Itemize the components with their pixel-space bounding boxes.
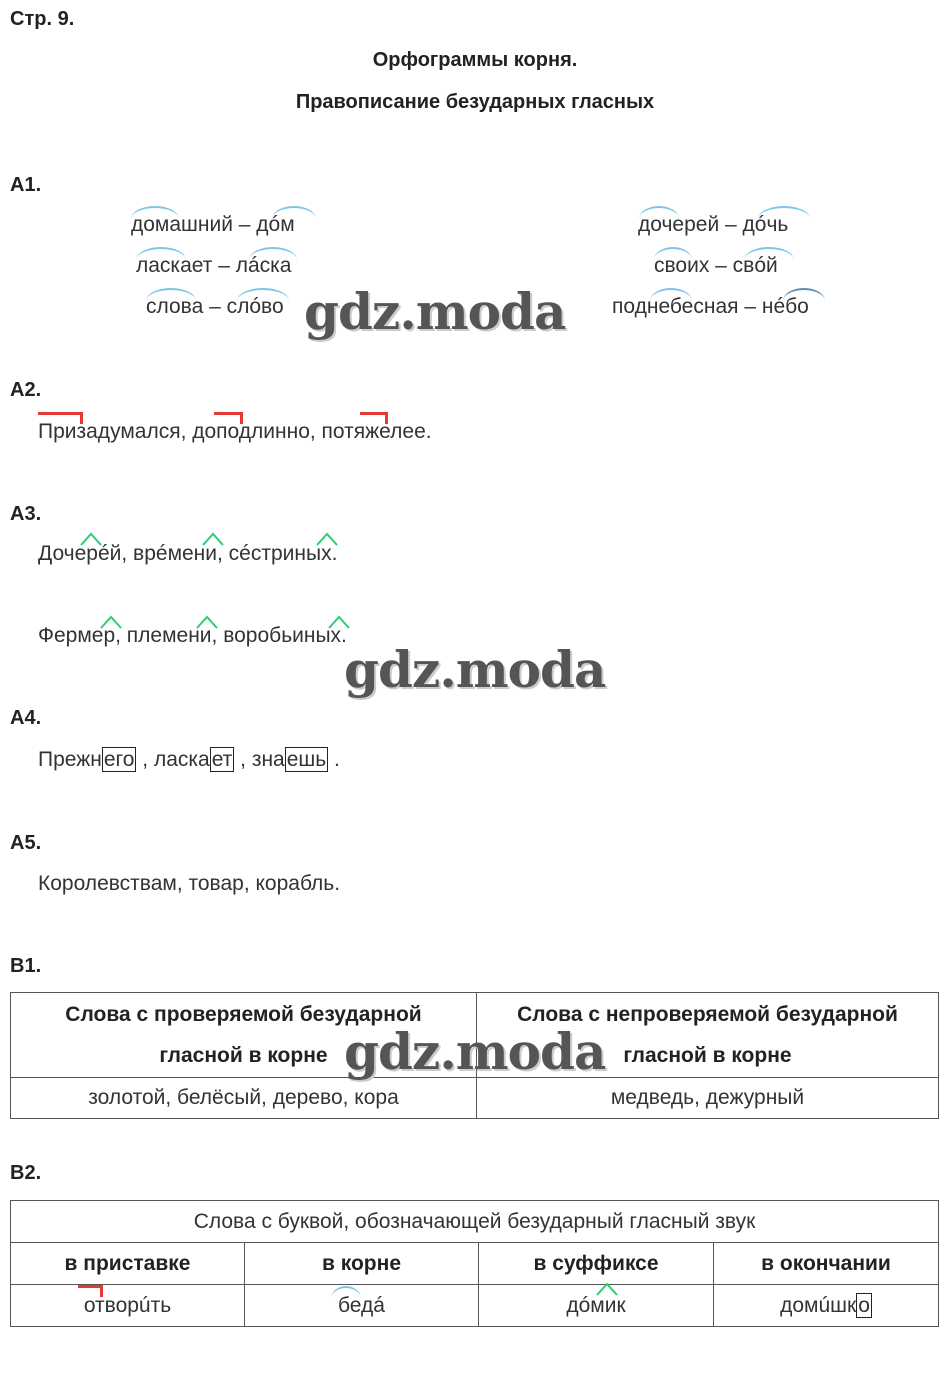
watermark: gdz.moda bbox=[304, 282, 566, 341]
section-a1-label: А1. bbox=[10, 174, 42, 196]
a3-line-2: Фермер, племени, воробьиных. bbox=[38, 624, 347, 647]
a5-text: Королевствам, товар, корабль. bbox=[38, 872, 341, 895]
section-a3-label: А3. bbox=[10, 503, 42, 525]
section-a5-label: А5. bbox=[10, 832, 42, 854]
page-number: Стр. 9. bbox=[10, 8, 75, 30]
b2-table bbox=[10, 1200, 939, 1327]
a1-left-1: домашний – дóм bbox=[131, 213, 295, 236]
ending-box: ет bbox=[211, 748, 233, 771]
section-b1-label: В1. bbox=[10, 955, 42, 977]
a1-left-3: слова – слóво bbox=[146, 295, 284, 318]
page-title: Орфограммы корня. bbox=[372, 49, 578, 71]
b1-cell-2: медведь, дежурный bbox=[477, 1078, 939, 1119]
b2-caption: Слова с буквой, обозначающей безударный гласный звук bbox=[11, 1201, 939, 1243]
a1-right-3: поднебесная – нéбо bbox=[612, 295, 809, 318]
b2-cell-1: отворúть bbox=[11, 1285, 245, 1327]
b2-header-3: в суффиксе bbox=[479, 1243, 714, 1285]
watermark: gdz.moda bbox=[344, 640, 606, 699]
b2-header-1: в приставке bbox=[11, 1243, 245, 1285]
b2-header-2: в корне bbox=[245, 1243, 479, 1285]
a1-right-2: своих – свóй bbox=[654, 254, 778, 277]
a1-right-1: дочерей – дóчь bbox=[638, 213, 789, 236]
b2-header-4: в окончании bbox=[714, 1243, 939, 1285]
suffix-mark-icon bbox=[596, 1278, 618, 1300]
page-subtitle: Правописание безударных гласных bbox=[295, 91, 655, 113]
b1-header-2: Слова с непроверяемой безударной гласной в корне bbox=[477, 993, 939, 1078]
section-a4-label: А4. bbox=[10, 707, 42, 729]
b1-cell-1: золотой, белёсый, дерево, кора bbox=[11, 1078, 477, 1119]
b2-cell-2: бедá bbox=[245, 1285, 479, 1327]
a3-line-1: Дочерéй, врéмени, сéстриных. bbox=[38, 542, 338, 565]
b1-header-1: Слова с проверяемой безударной гласной в корне bbox=[11, 993, 477, 1078]
a1-left-2: ласкает – лáска bbox=[136, 254, 292, 277]
ending-box: о bbox=[858, 1293, 870, 1317]
ending-box: ешь bbox=[286, 748, 327, 771]
section-b2-label: В2. bbox=[10, 1162, 42, 1184]
a2-text: Призадумался, доподлинно, потяжелее. bbox=[38, 420, 432, 443]
ending-box: его bbox=[103, 748, 135, 771]
section-a2-label: А2. bbox=[10, 379, 42, 401]
b2-cell-3: дóмик bbox=[479, 1285, 714, 1327]
a4-text: Прежнего , ласкает , знаешь . bbox=[38, 748, 340, 771]
watermark: gdz.moda bbox=[344, 1022, 606, 1081]
b2-cell-4: домúшко bbox=[714, 1285, 939, 1327]
